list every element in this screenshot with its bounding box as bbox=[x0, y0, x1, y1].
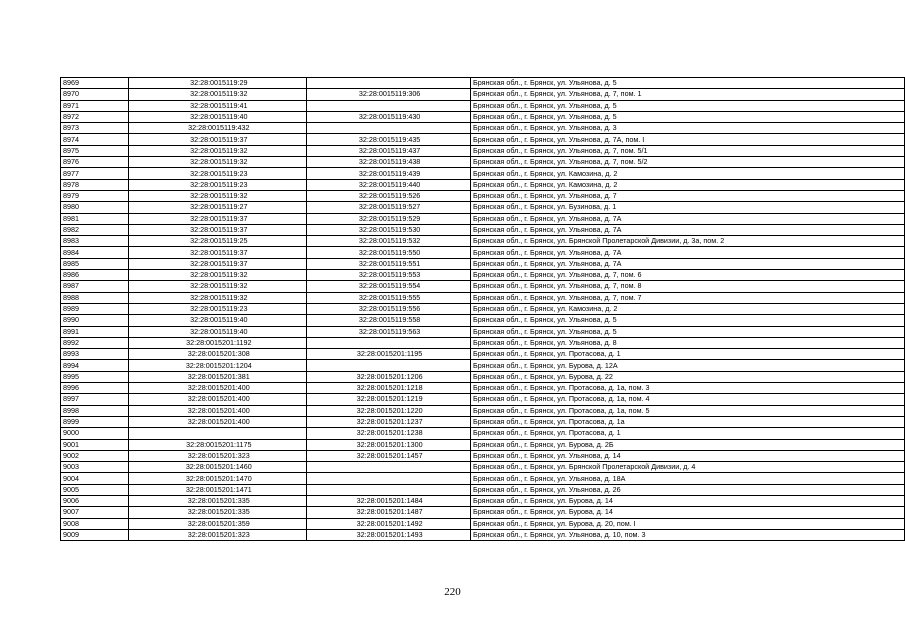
cadastral-number-cell: 32:28:0015119:440 bbox=[307, 179, 471, 190]
table-row bbox=[61, 281, 905, 292]
cadastral-parent-cell: 32:28:0015201:335 bbox=[129, 507, 307, 518]
table-row bbox=[61, 258, 905, 269]
row-number-cell: 8993 bbox=[61, 349, 129, 360]
cadastral-parent-cell: 32:28:0015201:1204 bbox=[129, 360, 307, 371]
table-row bbox=[61, 495, 905, 506]
table-row bbox=[61, 507, 905, 518]
table-row bbox=[61, 224, 905, 235]
cadastral-number-cell: 32:28:0015119:439 bbox=[307, 168, 471, 179]
cadastral-parent-cell: 32:28:0015119:23 bbox=[129, 168, 307, 179]
row-number-cell: 8994 bbox=[61, 360, 129, 371]
table-row bbox=[61, 270, 905, 281]
cadastral-number-cell: 32:28:0015119:551 bbox=[307, 258, 471, 269]
row-number-cell: 9005 bbox=[61, 484, 129, 495]
table-row bbox=[61, 349, 905, 360]
cadastral-parent-cell: 32:28:0015201:308 bbox=[129, 349, 307, 360]
cadastral-parent-cell: 32:28:0015119:29 bbox=[129, 78, 307, 89]
cadastral-number-cell: 32:28:0015119:553 bbox=[307, 270, 471, 281]
table-row bbox=[61, 371, 905, 382]
cadastral-number-cell: 32:28:0015119:550 bbox=[307, 247, 471, 258]
address-cell: Брянская обл., г. Брянск, ул. Бурова, д. 14 bbox=[471, 495, 905, 506]
table-row bbox=[61, 337, 905, 348]
cadastral-number-cell bbox=[307, 473, 471, 484]
table-row bbox=[61, 473, 905, 484]
cadastral-parent-cell: 32:28:0015119:40 bbox=[129, 315, 307, 326]
cadastral-parent-cell: 32:28:0015201:359 bbox=[129, 518, 307, 529]
table-row bbox=[61, 405, 905, 416]
cadastral-number-cell: 32:28:0015201:1195 bbox=[307, 349, 471, 360]
address-cell: Брянская обл., г. Брянск, ул. Ульянова, д. 7А bbox=[471, 247, 905, 258]
cadastral-parent-cell: 32:28:0015201:1471 bbox=[129, 484, 307, 495]
address-cell: Брянская обл., г. Брянск, ул. Ульянова, д. 7, пом. 5/1 bbox=[471, 145, 905, 156]
cadastral-number-cell: 32:28:0015201:1493 bbox=[307, 529, 471, 540]
cadastral-parent-cell: 32:28:0015119:37 bbox=[129, 247, 307, 258]
address-cell: Брянская обл., г. Брянск, ул. Бурова, д. 22 bbox=[471, 371, 905, 382]
page-number: 220 bbox=[444, 586, 461, 598]
cadastral-parent-cell: 32:28:0015201:400 bbox=[129, 394, 307, 405]
table-row bbox=[61, 303, 905, 314]
cadastral-parent-cell: 32:28:0015201:381 bbox=[129, 371, 307, 382]
cadastral-number-cell: 32:28:0015201:1237 bbox=[307, 416, 471, 427]
row-number-cell: 8982 bbox=[61, 224, 129, 235]
cadastral-parent-cell bbox=[129, 428, 307, 439]
table-row bbox=[61, 202, 905, 213]
table-row bbox=[61, 157, 905, 168]
cadastral-parent-cell: 32:28:0015119:40 bbox=[129, 111, 307, 122]
row-number-cell: 8988 bbox=[61, 292, 129, 303]
cadastral-number-cell: 32:28:0015201:1487 bbox=[307, 507, 471, 518]
address-cell: Брянская обл., г. Брянск, ул. Ульянова, д. 5 bbox=[471, 78, 905, 89]
row-number-cell: 8983 bbox=[61, 236, 129, 247]
row-number-cell: 8989 bbox=[61, 303, 129, 314]
row-number-cell: 8971 bbox=[61, 100, 129, 111]
cadastral-number-cell: 32:28:0015119:532 bbox=[307, 236, 471, 247]
cadastral-number-cell bbox=[307, 100, 471, 111]
cadastral-number-cell: 32:28:0015119:555 bbox=[307, 292, 471, 303]
row-number-cell: 8979 bbox=[61, 190, 129, 201]
table-row bbox=[61, 123, 905, 134]
table-row bbox=[61, 462, 905, 473]
address-cell: Брянская обл., г. Брянск, ул. Протасова, д. 1 bbox=[471, 349, 905, 360]
row-number-cell: 8986 bbox=[61, 270, 129, 281]
row-number-cell: 9008 bbox=[61, 518, 129, 529]
address-cell: Брянская обл., г. Брянск, ул. Ульянова, д. 7А bbox=[471, 213, 905, 224]
address-cell: Брянская обл., г. Брянск, ул. Протасова, д. 1а, пом. 4 bbox=[471, 394, 905, 405]
cadastral-number-cell: 32:28:0015119:437 bbox=[307, 145, 471, 156]
cadastral-parent-cell: 32:28:0015201:400 bbox=[129, 383, 307, 394]
cadastral-parent-cell: 32:28:0015119:27 bbox=[129, 202, 307, 213]
address-cell: Брянская обл., г. Брянск, ул. Бурова, д. 2Б bbox=[471, 439, 905, 450]
row-number-cell: 9006 bbox=[61, 495, 129, 506]
cadastral-number-cell: 32:28:0015119:438 bbox=[307, 157, 471, 168]
table-row bbox=[61, 439, 905, 450]
cadastral-number-cell: 32:28:0015201:1218 bbox=[307, 383, 471, 394]
row-number-cell: 8977 bbox=[61, 168, 129, 179]
row-number-cell: 8997 bbox=[61, 394, 129, 405]
address-cell: Брянская обл., г. Брянск, ул. Брянской Пролетарской Дивизии, д. 4 bbox=[471, 462, 905, 473]
cadastral-parent-cell: 32:28:0015201:323 bbox=[129, 450, 307, 461]
table-row bbox=[61, 394, 905, 405]
address-cell: Брянская обл., г. Брянск, ул. Бурова, д. 14 bbox=[471, 507, 905, 518]
cadastral-parent-cell: 32:28:0015201:1192 bbox=[129, 337, 307, 348]
address-cell: Брянская обл., г. Брянск, ул. Ульянова, д. 26 bbox=[471, 484, 905, 495]
cadastral-number-cell: 32:28:0015201:1300 bbox=[307, 439, 471, 450]
cadastral-number-cell: 32:28:0015201:1220 bbox=[307, 405, 471, 416]
row-number-cell: 9007 bbox=[61, 507, 129, 518]
cadastral-parent-cell: 32:28:0015119:32 bbox=[129, 190, 307, 201]
address-cell: Брянская обл., г. Брянск, ул. Бурова, д. 20, пом. I bbox=[471, 518, 905, 529]
cadastral-parent-cell: 32:28:0015201:1470 bbox=[129, 473, 307, 484]
table-row bbox=[61, 450, 905, 461]
table-row bbox=[61, 89, 905, 100]
cadastral-parent-cell: 32:28:0015201:400 bbox=[129, 416, 307, 427]
address-cell: Брянская обл., г. Брянск, ул. Камозина, д. 2 bbox=[471, 168, 905, 179]
cadastral-parent-cell: 32:28:0015119:23 bbox=[129, 303, 307, 314]
cadastral-parent-cell: 32:28:0015119:37 bbox=[129, 224, 307, 235]
address-cell: Брянская обл., г. Брянск, ул. Ульянова, д. 7, пом. 5/2 bbox=[471, 157, 905, 168]
table-row bbox=[61, 428, 905, 439]
table-row bbox=[61, 111, 905, 122]
cadastral-number-cell bbox=[307, 78, 471, 89]
address-cell: Брянская обл., г. Брянск, ул. Ульянова, д. 5 bbox=[471, 100, 905, 111]
row-number-cell: 8975 bbox=[61, 145, 129, 156]
row-number-cell: 8980 bbox=[61, 202, 129, 213]
address-cell: Брянская обл., г. Брянск, ул. Камозина, д. 2 bbox=[471, 179, 905, 190]
registry-table-body bbox=[61, 78, 905, 541]
cadastral-parent-cell: 32:28:0015119:25 bbox=[129, 236, 307, 247]
table-row bbox=[61, 529, 905, 540]
table-row bbox=[61, 190, 905, 201]
table-row bbox=[61, 247, 905, 258]
address-cell: Брянская обл., г. Брянск, ул. Ульянова, д. 14 bbox=[471, 450, 905, 461]
row-number-cell: 8998 bbox=[61, 405, 129, 416]
cadastral-number-cell: 32:28:0015119:563 bbox=[307, 326, 471, 337]
address-cell: Брянская обл., г. Брянск, ул. Ульянова, д. 7А bbox=[471, 224, 905, 235]
row-number-cell: 9002 bbox=[61, 450, 129, 461]
cadastral-number-cell bbox=[307, 360, 471, 371]
cadastral-parent-cell: 32:28:0015201:335 bbox=[129, 495, 307, 506]
cadastral-parent-cell: 32:28:0015119:432 bbox=[129, 123, 307, 134]
address-cell: Брянская обл., г. Брянск, ул. Ульянова, д. 8 bbox=[471, 337, 905, 348]
row-number-cell: 8978 bbox=[61, 179, 129, 190]
cadastral-parent-cell: 32:28:0015119:32 bbox=[129, 145, 307, 156]
address-cell: Брянская обл., г. Брянск, ул. Камозина, д. 2 bbox=[471, 303, 905, 314]
table-row bbox=[61, 383, 905, 394]
table-row bbox=[61, 78, 905, 89]
row-number-cell: 9004 bbox=[61, 473, 129, 484]
row-number-cell: 8969 bbox=[61, 78, 129, 89]
cadastral-parent-cell: 32:28:0015119:37 bbox=[129, 258, 307, 269]
cadastral-number-cell: 32:28:0015119:430 bbox=[307, 111, 471, 122]
table-row bbox=[61, 416, 905, 427]
cadastral-number-cell: 32:28:0015201:1484 bbox=[307, 495, 471, 506]
table-row bbox=[61, 179, 905, 190]
cadastral-number-cell: 32:28:0015119:558 bbox=[307, 315, 471, 326]
row-number-cell: 8973 bbox=[61, 123, 129, 134]
cadastral-number-cell: 32:28:0015119:306 bbox=[307, 89, 471, 100]
table-row bbox=[61, 236, 905, 247]
row-number-cell: 9003 bbox=[61, 462, 129, 473]
address-cell: Брянская обл., г. Брянск, ул. Ульянова, д. 7, пом. 8 bbox=[471, 281, 905, 292]
table-row bbox=[61, 134, 905, 145]
address-cell: Брянская обл., г. Брянск, ул. Ульянова, д. 5 bbox=[471, 111, 905, 122]
cadastral-parent-cell: 32:28:0015119:40 bbox=[129, 326, 307, 337]
cadastral-number-cell bbox=[307, 337, 471, 348]
cadastral-number-cell: 32:28:0015201:1457 bbox=[307, 450, 471, 461]
cadastral-number-cell: 32:28:0015119:527 bbox=[307, 202, 471, 213]
cadastral-parent-cell: 32:28:0015119:32 bbox=[129, 89, 307, 100]
address-cell: Брянская обл., г. Брянск, ул. Ульянова, д. 5 bbox=[471, 326, 905, 337]
cadastral-number-cell bbox=[307, 484, 471, 495]
cadastral-parent-cell: 32:28:0015119:32 bbox=[129, 292, 307, 303]
address-cell: Брянская обл., г. Брянск, ул. Протасова, д. 1а bbox=[471, 416, 905, 427]
row-number-cell: 8987 bbox=[61, 281, 129, 292]
cadastral-number-cell: 32:28:0015201:1206 bbox=[307, 371, 471, 382]
row-number-cell: 8981 bbox=[61, 213, 129, 224]
row-number-cell: 8972 bbox=[61, 111, 129, 122]
cadastral-parent-cell: 32:28:0015201:400 bbox=[129, 405, 307, 416]
address-cell: Брянская обл., г. Брянск, ул. Брянской Пролетарской Дивизии, д. 3а, пом. 2 bbox=[471, 236, 905, 247]
table-row bbox=[61, 213, 905, 224]
table-row bbox=[61, 360, 905, 371]
cadastral-parent-cell: 32:28:0015201:323 bbox=[129, 529, 307, 540]
address-cell: Брянская обл., г. Брянск, ул. Ульянова, д. 18А bbox=[471, 473, 905, 484]
row-number-cell: 9000 bbox=[61, 428, 129, 439]
cadastral-number-cell bbox=[307, 462, 471, 473]
address-cell: Брянская обл., г. Брянск, ул. Ульянова, д. 7А, пом. I bbox=[471, 134, 905, 145]
cadastral-number-cell: 32:28:0015201:1492 bbox=[307, 518, 471, 529]
cadastral-number-cell: 32:28:0015119:529 bbox=[307, 213, 471, 224]
table-row bbox=[61, 518, 905, 529]
row-number-cell: 8996 bbox=[61, 383, 129, 394]
address-cell: Брянская обл., г. Брянск, ул. Ульянова, д. 7, пом. 1 bbox=[471, 89, 905, 100]
address-cell: Брянская обл., г. Брянск, ул. Ульянова, д. 7, пом. 7 bbox=[471, 292, 905, 303]
cadastral-parent-cell: 32:28:0015119:41 bbox=[129, 100, 307, 111]
table-row bbox=[61, 484, 905, 495]
address-cell: Брянская обл., г. Брянск, ул. Ульянова, д. 3 bbox=[471, 123, 905, 134]
address-cell: Брянская обл., г. Брянск, ул. Ульянова, д. 5 bbox=[471, 315, 905, 326]
row-number-cell: 8974 bbox=[61, 134, 129, 145]
cadastral-number-cell: 32:28:0015119:435 bbox=[307, 134, 471, 145]
address-cell: Брянская обл., г. Брянск, ул. Протасова, д. 1а, пом. 5 bbox=[471, 405, 905, 416]
table-row bbox=[61, 315, 905, 326]
address-cell: Брянская обл., г. Брянск, ул. Ульянова, д. 7 bbox=[471, 190, 905, 201]
row-number-cell: 9001 bbox=[61, 439, 129, 450]
row-number-cell: 8970 bbox=[61, 89, 129, 100]
row-number-cell: 8985 bbox=[61, 258, 129, 269]
cadastral-parent-cell: 32:28:0015201:1460 bbox=[129, 462, 307, 473]
row-number-cell: 8990 bbox=[61, 315, 129, 326]
row-number-cell: 8992 bbox=[61, 337, 129, 348]
row-number-cell: 8984 bbox=[61, 247, 129, 258]
cadastral-number-cell: 32:28:0015119:556 bbox=[307, 303, 471, 314]
cadastral-parent-cell: 32:28:0015119:32 bbox=[129, 157, 307, 168]
cadastral-parent-cell: 32:28:0015201:1175 bbox=[129, 439, 307, 450]
table-row bbox=[61, 168, 905, 179]
row-number-cell: 8976 bbox=[61, 157, 129, 168]
row-number-cell: 8991 bbox=[61, 326, 129, 337]
table-row bbox=[61, 326, 905, 337]
cadastral-number-cell: 32:28:0015201:1238 bbox=[307, 428, 471, 439]
row-number-cell: 9009 bbox=[61, 529, 129, 540]
cadastral-number-cell bbox=[307, 123, 471, 134]
cadastral-number-cell: 32:28:0015119:554 bbox=[307, 281, 471, 292]
row-number-cell: 8999 bbox=[61, 416, 129, 427]
address-cell: Брянская обл., г. Брянск, ул. Ульянова, д. 7А bbox=[471, 258, 905, 269]
row-number-cell: 8995 bbox=[61, 371, 129, 382]
address-cell: Брянская обл., г. Брянск, ул. Бузинова, д. 1 bbox=[471, 202, 905, 213]
address-cell: Брянская обл., г. Брянск, ул. Бурова, д. 12А bbox=[471, 360, 905, 371]
cadastral-parent-cell: 32:28:0015119:37 bbox=[129, 213, 307, 224]
address-cell: Брянская обл., г. Брянск, ул. Ульянова, д. 7, пом. 6 bbox=[471, 270, 905, 281]
cadastral-number-cell: 32:28:0015119:526 bbox=[307, 190, 471, 201]
address-cell: Брянская обл., г. Брянск, ул. Протасова, д. 1а, пом. 3 bbox=[471, 383, 905, 394]
table-row bbox=[61, 100, 905, 111]
registry-table bbox=[60, 77, 905, 541]
cadastral-parent-cell: 32:28:0015119:23 bbox=[129, 179, 307, 190]
address-cell: Брянская обл., г. Брянск, ул. Протасова, д. 1 bbox=[471, 428, 905, 439]
table-row bbox=[61, 145, 905, 156]
cadastral-number-cell: 32:28:0015119:530 bbox=[307, 224, 471, 235]
cadastral-number-cell: 32:28:0015201:1219 bbox=[307, 394, 471, 405]
address-cell: Брянская обл., г. Брянск, ул. Ульянова, д. 10, пом. 3 bbox=[471, 529, 905, 540]
cadastral-parent-cell: 32:28:0015119:32 bbox=[129, 281, 307, 292]
cadastral-parent-cell: 32:28:0015119:32 bbox=[129, 270, 307, 281]
cadastral-parent-cell: 32:28:0015119:37 bbox=[129, 134, 307, 145]
table-row bbox=[61, 292, 905, 303]
